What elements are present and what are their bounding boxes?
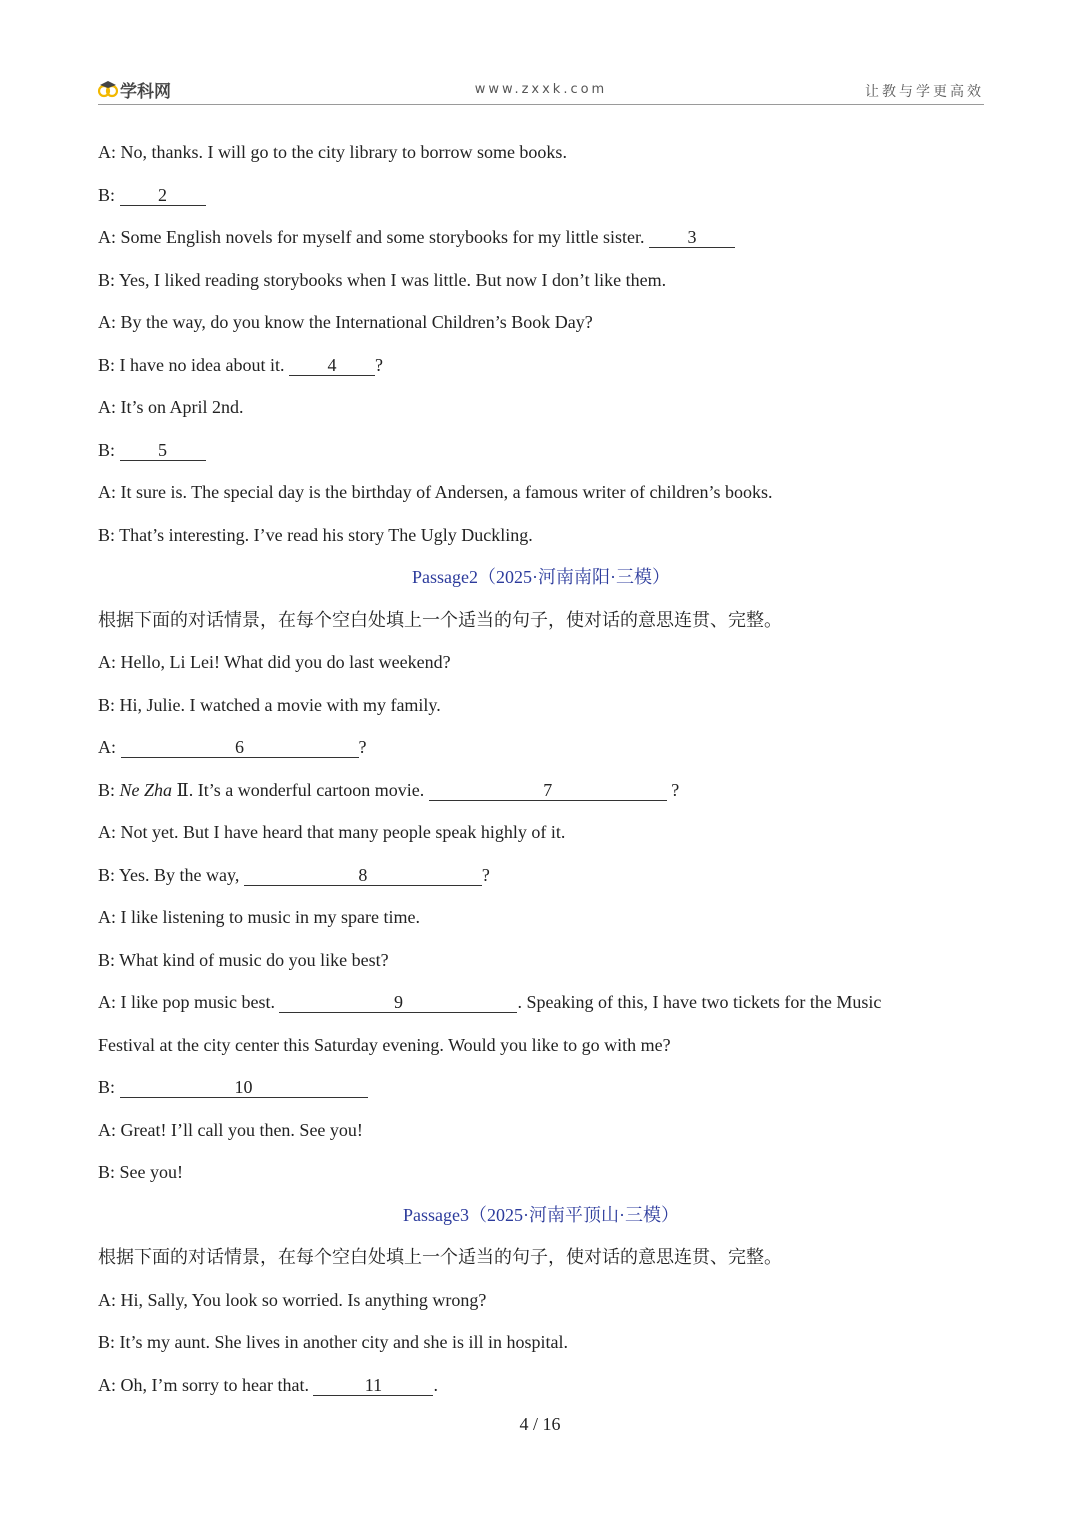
dialogue-line: A: I like listening to music in my spare time. (98, 907, 420, 927)
site-url[interactable]: www.zxxk.com (474, 82, 608, 97)
page-number (0, 1414, 1080, 1435)
speaker-label: B: (98, 779, 116, 800)
dialogue-text: A: Oh, I’m sorry to hear that. (98, 1374, 309, 1395)
punctuation: ? (481, 864, 490, 885)
passage-2-title: Passage2（2025·河南南阳·三模） (412, 567, 670, 587)
punctuation: . (433, 1374, 438, 1395)
document-body (98, 131, 984, 1406)
dialogue-line: A: Hello, Li Lei! What did you do last weekend? (98, 652, 451, 672)
passage-2-instruction: 根据下面的对话情景，在每个空白处填上一个适当的句子，使对话的意思连贯、完整。 (98, 609, 782, 630)
speaker-label: B: (98, 1077, 116, 1097)
movie-title: Ne Zha (119, 779, 173, 800)
answer-blank-5[interactable]: 5 (120, 440, 206, 461)
dialogue-line: A: It sure is. The special day is the birthday of Andersen, a famous writer of children’s books. (98, 482, 773, 502)
dialogue-line (98, 981, 984, 1024)
dialogue-line (98, 344, 984, 387)
site-slogan: 让教与学更高效 (865, 84, 984, 100)
speaker-label: B: (98, 439, 116, 460)
roman-numeral: Ⅱ (176, 779, 189, 800)
passage-3-title: Passage3（2025·河南平顶山·三模） (403, 1204, 679, 1225)
punctuation: ? (374, 354, 383, 375)
dialogue-line (98, 1066, 984, 1109)
dialogue-line: B: See you! (98, 1162, 183, 1182)
dialogue-line: B: What kind of music do you like best? (98, 949, 389, 970)
dialogue-text: B: I have no idea about it. (98, 354, 285, 375)
dialogue-line (98, 429, 984, 472)
page-total: 16 (542, 1414, 561, 1434)
punctuation: ? (358, 737, 367, 757)
dialogue-line: A: It’s on April 2nd. (98, 397, 244, 417)
dialogue-line: B: It’s my aunt. She lives in another city and she is ill in hospital. (98, 1332, 568, 1352)
dialogue-line (98, 174, 984, 217)
answer-blank-6[interactable]: 6 (121, 737, 359, 758)
passage-3-instruction: 根据下面的对话情景，在每个空白处填上一个适当的句子，使对话的意思连贯、完整。 (98, 1247, 782, 1267)
answer-blank-3[interactable]: 3 (649, 227, 735, 248)
page-header (98, 74, 984, 105)
answer-blank-11[interactable]: 11 (313, 1375, 433, 1396)
dialogue-line: A: By the way, do you know the International Children’s Book Day? (98, 312, 593, 332)
dialogue-line: A: Not yet. But I have heard that many people speak highly of it. (98, 822, 566, 842)
answer-blank-4[interactable]: 4 (289, 355, 375, 376)
dialogue-line: A: Great! I’ll call you then. See you! (98, 1119, 363, 1140)
answer-blank-7[interactable]: 7 (429, 780, 667, 801)
dialogue-text: B: Yes. By the way, (98, 864, 240, 885)
page-current: 4 (519, 1414, 529, 1434)
punctuation: ? (671, 779, 680, 800)
speaker-label: A: (98, 737, 116, 757)
dialogue-line (98, 1364, 984, 1407)
dialogue-line (98, 726, 984, 769)
dialogue-line: A: No, thanks. I will go to the city library to borrow some books. (98, 142, 567, 162)
dialogue-line (98, 769, 984, 812)
dialogue-line: B: Yes, I liked reading storybooks when I was little. But now I don’t like them. (98, 269, 667, 290)
dialogue-line (98, 216, 984, 259)
dialogue-text: A: Some English novels for myself and some storybooks for my little sister. (98, 227, 645, 247)
page-separator: / (532, 1414, 538, 1434)
dialogue-text: A: I like pop music best. (98, 992, 275, 1012)
answer-blank-8[interactable]: 8 (244, 865, 482, 886)
dialogue-line: B: That’s interesting. I’ve read his story The Ugly Duckling. (98, 524, 533, 545)
logo-text: 学科网 (120, 81, 171, 102)
answer-blank-10[interactable]: 10 (120, 1077, 368, 1098)
dialogue-line (98, 854, 984, 897)
dialogue-line: B: Hi, Julie. I watched a movie with my family. (98, 694, 441, 715)
dialogue-text: . It’s a wonderful cartoon movie. (188, 779, 425, 800)
dialogue-text: . Speaking of this, I have two tickets for the Music (517, 992, 882, 1012)
answer-blank-9[interactable]: 9 (279, 992, 517, 1013)
dialogue-line: A: Hi, Sally, You look so worried. Is anything wrong? (98, 1289, 487, 1310)
answer-blank-2[interactable]: 2 (120, 185, 206, 206)
dialogue-line: Festival at the city center this Saturday evening. Would you like to go with me? (98, 1034, 671, 1055)
speaker-label: B: (98, 184, 116, 205)
